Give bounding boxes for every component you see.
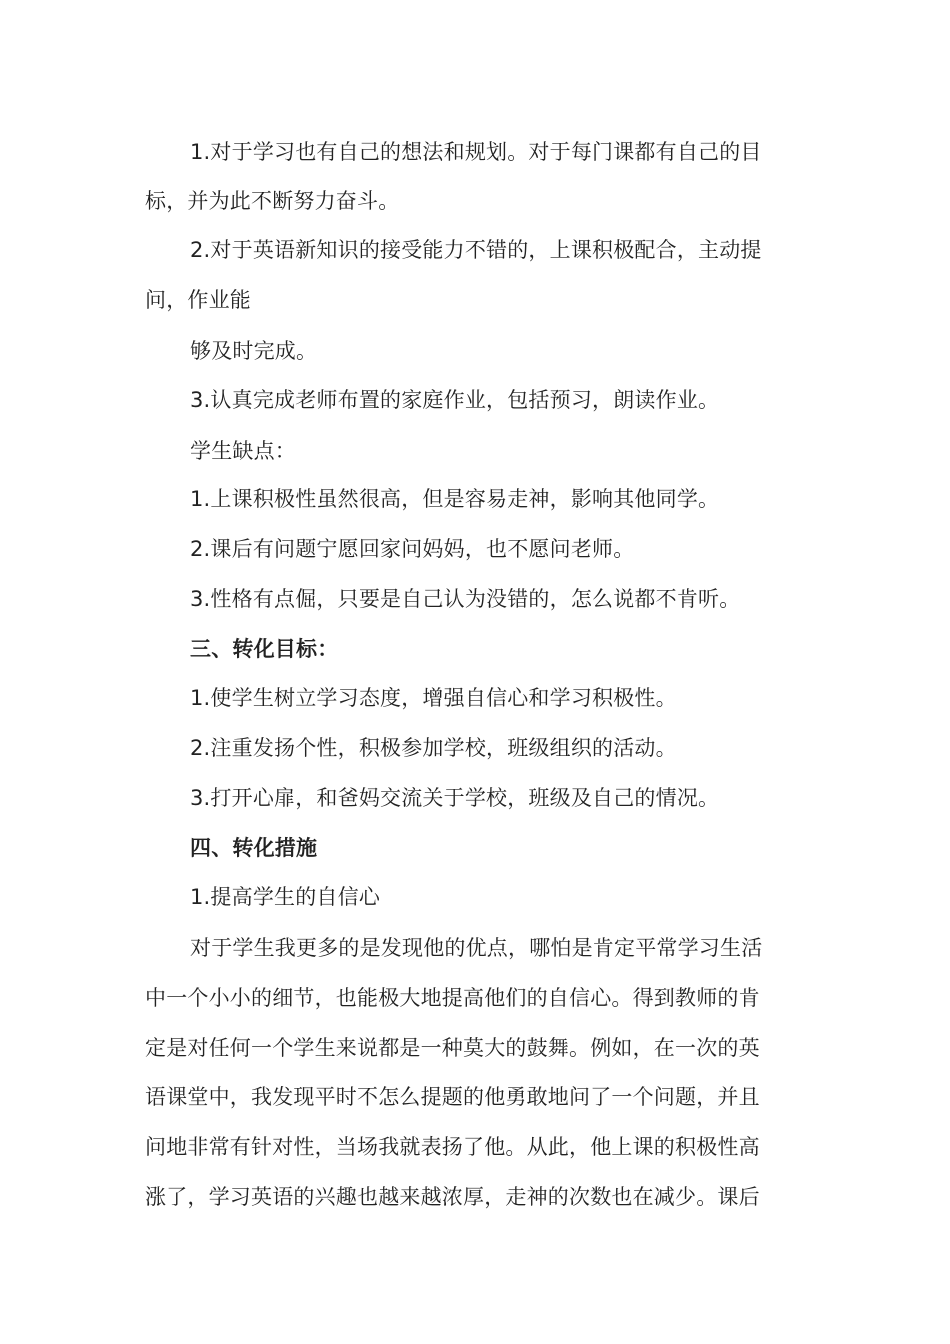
text-line: 2.注重发扬个性，积极参加学校，班级组织的活动。 [190,736,677,760]
text-line: 1.提高学生的自信心 [190,885,381,909]
section-heading: 三、转化目标： [190,637,339,661]
text-line: 问地非常有针对性，当场我就表扬了他。从此，他上课的积极性高 [145,1135,760,1159]
text-line: 1.上课积极性虽然很高，但是容易走神，影响其他同学。 [190,487,720,511]
text-line: 3.性格有点倔，只要是自己认为没错的，怎么说都不肯听。 [190,587,741,611]
text-line: 1.使学生树立学习态度，增强自信心和学习积极性。 [190,686,677,710]
section-heading: 四、转化措施 [190,836,318,860]
text-line: 语课堂中，我发现平时不怎么提题的他勇敢地问了一个问题，并且 [145,1085,760,1109]
text-line: 问，作业能 [145,288,251,312]
text-line: 3.打开心扉，和爸妈交流关于学校，班级及自己的情况。 [190,786,720,810]
text-line: 学生缺点： [190,439,296,463]
text-line: 2.对于英语新知识的接受能力不错的，上课积极配合，主动提 [190,238,762,262]
text-line: 1.对于学习也有自己的想法和规划。对于每门课都有自己的目 [190,140,762,164]
text-line: 够及时完成。 [190,339,318,363]
text-line: 涨了，学习英语的兴趣也越来越浓厚，走神的次数也在减少。课后 [145,1185,760,1209]
text-line: 定是对任何一个学生来说都是一种莫大的鼓舞。例如，在一次的英 [145,1036,760,1060]
text-line: 标，并为此不断努力奋斗。 [145,189,400,213]
text-line: 对于学生我更多的是发现他的优点，哪怕是肯定平常学习生活 [190,936,763,960]
text-line: 2.课后有问题宁愿回家问妈妈，也不愿问老师。 [190,537,635,561]
text-line: 3.认真完成老师布置的家庭作业，包括预习，朗读作业。 [190,388,720,412]
text-line: 中一个小小的细节，也能极大地提高他们的自信心。得到教师的肯 [145,986,760,1010]
